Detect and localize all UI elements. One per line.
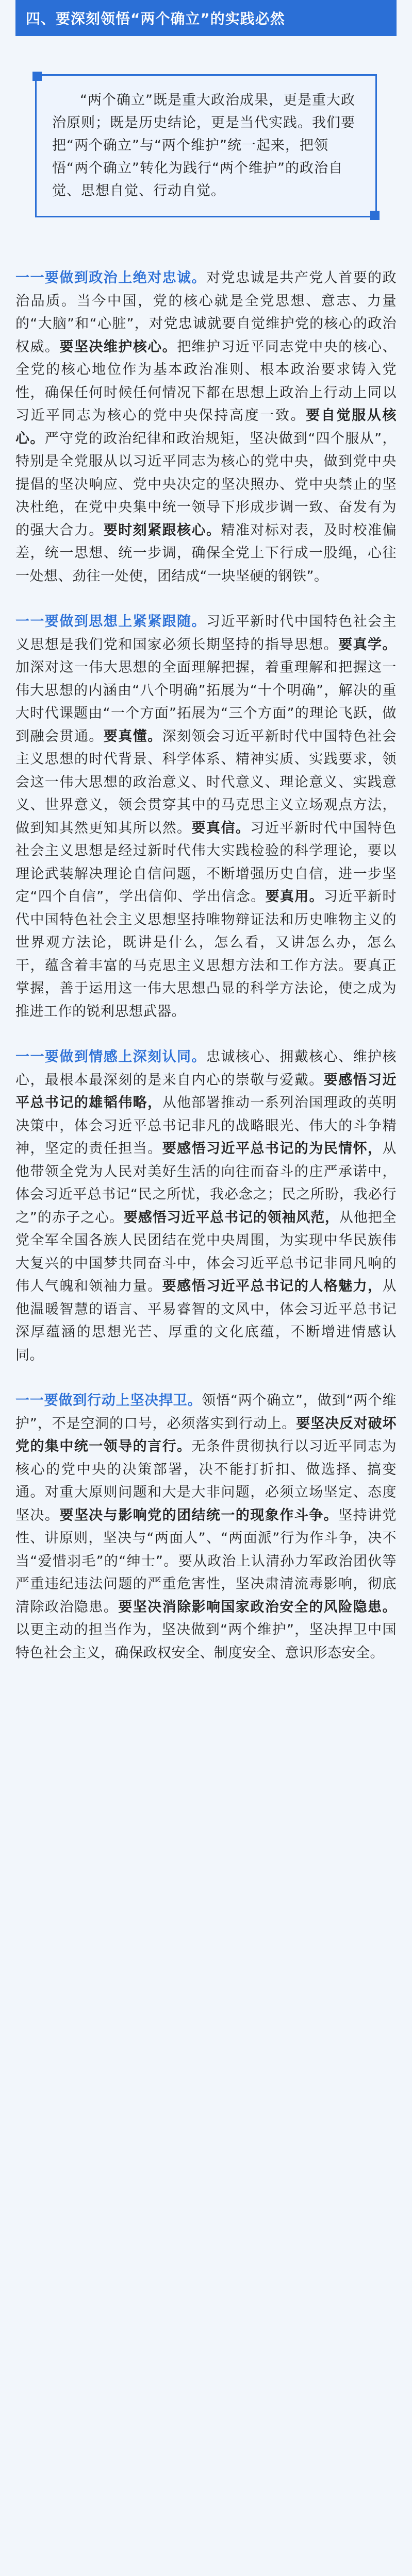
section-ideological-following xyxy=(15,611,397,1023)
intro-box xyxy=(35,74,377,217)
section-lead: 一一要做到情感上深刻认同。 xyxy=(15,1049,206,1065)
section-political-loyalty xyxy=(15,267,397,588)
section-lead: 一一要做到思想上紧紧跟随。 xyxy=(15,614,206,630)
section-title: 四、要深刻领悟“两个确立”的实践必然 xyxy=(26,10,285,27)
section-emotional-identification xyxy=(15,1046,397,1367)
section-paragraph: 一一要做到情感上深刻认同。忠诚核心、拥戴核心、维护核心，最根本最深刻的是来自内心的崇敬与爱戴。要感悟习近平总书记的雄韬伟略，从他部署推动一系列治国理政的英明决策中，体会习近平总书记非凡的战略眼光、伟大的斗争精神，坚定的责任担当。要感悟习近平总书记的为民情怀，从他带领全党为人民对美好生活的向往而奋斗的庄严承诺中，体会习近平总书记“民之所忧，我必念之；民之所盼，我必行之”的赤子之心。要感悟习近平总书记的领袖风范，从他把全党全军全国各族人民团结在党中央周围，为实现中华民族伟大复兴的中国梦共同奋斗中，体会习近平总书记非同凡响的伟人气魄和领袖力量。要感悟习近平总书记的人格魅力，从他温暖智慧的语言、平易睿智的文风中，体会习近平总书记深厚蕴涵的思想光芒、厚重的文化底蕴，不断增进情感认同。 xyxy=(15,1049,397,1363)
section-header xyxy=(15,0,397,36)
section-paragraph: 一一要做到行动上坚决捍卫。领悟“两个确立”，做到“两个维护”，不是空洞的口号，必须落实到行动上。要坚决反对破坏党的集中统一领导的言行。无条件贯彻执行以习近平同志为核心的党中央的决策部署，决不能打折扣、做选择、搞变通。对重大原则问题和大是大非问题，必须立场坚定、态度坚决。要坚决与影响党的团结统一的现象作斗争。坚持讲党性、讲原则，坚决与“两面人”、“两面派”行为作斗争，决不当“爱惜羽毛”的“绅士”。要从政治上认清孙力军政治团伙等严重违纪违法问题的严重危害性，坚决肃清流毒影响，彻底清除政治隐患。要坚决消除影响国家政治安全的风险隐患。以更主动的担当作为，坚决做到“两个维护”，坚决捍卫中国特色社会主义，确保政权安全、制度安全、意识形态安全。 xyxy=(15,1393,397,1661)
section-lead: 一一要做到行动上坚决捍卫。 xyxy=(15,1393,202,1409)
section-header-wrap xyxy=(0,0,412,44)
section-lead: 一一要做到政治上绝对忠诚。 xyxy=(15,270,206,286)
section-paragraph: 一一要做到思想上紧紧跟随。习近平新时代中国特色社会主义思想是我们党和国家必须长期坚持的指导思想。要真学。加深对这一伟大思想的全面理解把握，着重理解和把握这一伟大思想的内涵由“八个明确”拓展为“十个明确”，解决的重大时代课题由“一个方面”拓展为“三个方面”的理论飞跃，做到融会贯通。要真懂。深刻领会习近平新时代中国特色社会主义思想的时代背景、科学体系、精神实质、实践要求，领会这一伟大思想的政治意义、时代意义、理论意义、实践意义、世界意义，领会贯穿其中的马克思主义立场观点方法，做到知其然更知其所以然。要真信。习近平新时代中国特色社会主义思想是经过新时代伟大实践检验的科学理论，要以理论武装解决理论自信问题，不断增强历史自信，进一步坚定“四个自信”，学出信仰、学出信念。要真用。习近平新时代中国特色社会主义思想坚持唯物辩证法和历史唯物主义的世界观方法论，既讲是什么，怎么看，又讲怎么办，怎么干，蕴含着丰富的马克思主义思想方法和工作方法。要真正掌握，善于运用这一伟大思想凸显的科学方法论，使之成为推进工作的锐利思想武器。 xyxy=(15,614,397,1020)
intro-text: “两个确立”既是重大政治成果，更是重大政治原则；既是历史结论，更是当代实践。我们要把“两个确立”与“两个维护”统一起来，把领悟“两个确立”转化为践行“两个维护”的政治自觉、思想自觉、行动自觉。 xyxy=(52,92,355,199)
section-resolute-defense xyxy=(15,1389,397,1665)
section-paragraph: 一一要做到政治上绝对忠诚。对党忠诚是共产党人首要的政治品质。当今中国，党的核心就是全党思想、意志、力量的“大脑”和“心脏”，对党忠诚就要自觉维护党的核心的政治权威。要坚决维护核心。把维护习近平同志党中央的核心、全党的核心地位作为基本政治准则、根本政治要求铸入党性，确保任何时候任何情况下都在思想上政治上行动上同以习近平同志为核心的党中央保持高度一致。要自觉服从核心。严守党的政治纪律和政治规矩，坚决做到“四个服从”，特别是全党服从以习近平同志为核心的党中央，做到党中央提倡的坚决响应、党中央决定的坚决照办、党中央禁止的坚决杜绝，在党中央集中统一领导下形成步调一致、奋发有为的强大合力。要时刻紧跟核心。精准对标对表，及时校准偏差，统一思想、统一步调，确保全党上下行成一股绳，心往一处想、劲往一处使，团结成“一块坚硬的钢铁”。 xyxy=(15,270,397,584)
